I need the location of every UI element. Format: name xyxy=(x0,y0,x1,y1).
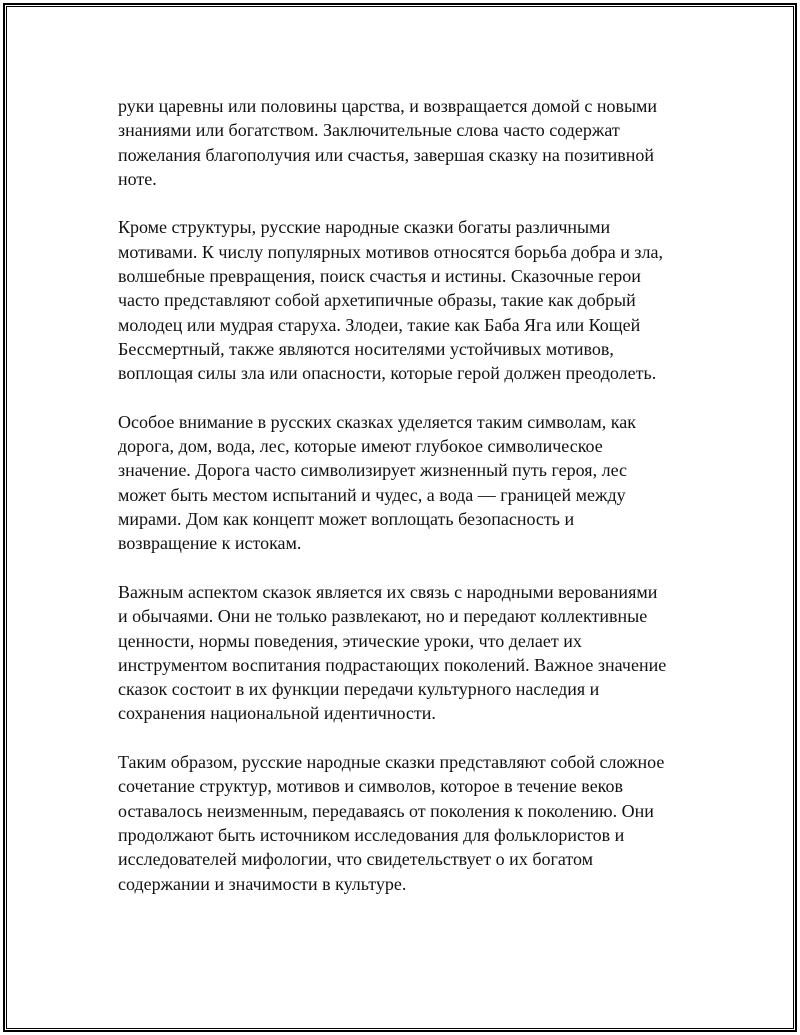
text-line: Особое внимание в русских сказках уделяется таким символам, как xyxy=(118,411,636,432)
text-line: инструментом воспитания подрастающих поколений. Важное значение xyxy=(118,654,667,675)
document-body xyxy=(118,94,683,920)
paragraph xyxy=(118,750,683,896)
text-line: сказок состоит в их функции передачи культурного наследия и xyxy=(118,679,600,700)
text-line: мирами. Дом как концепт может воплощать безопасность и xyxy=(118,509,575,530)
text-line: мотивами. К числу популярных мотивов относятся борьба добра и зла, xyxy=(118,241,663,262)
text-line: может быть местом испытаний и чудес, а вода — границей между xyxy=(118,484,626,505)
text-line: знаниями или богатством. Заключительные слова часто содержат xyxy=(118,120,620,141)
paragraph xyxy=(118,94,683,191)
paragraph xyxy=(118,580,683,726)
text-line: исследователей мифологии, что свидетельствует о их богатом xyxy=(118,849,594,870)
text-line: Важным аспектом сказок является их связь с народными верованиями xyxy=(118,581,658,602)
text-line: ноте. xyxy=(118,168,157,189)
text-line: и обычаями. Они не только развлекают, но и передают коллективные xyxy=(118,606,648,627)
text-line: содержании и значимости в культуре. xyxy=(118,873,407,894)
text-line: Бессмертный, также являются носителями устойчивых мотивов, xyxy=(118,338,614,359)
text-line: возвращение к истокам. xyxy=(118,533,302,554)
text-line: Таким образом, русские народные сказки представляют собой сложное xyxy=(118,752,665,773)
text-line: сочетание структур, мотивов и символов, которое в течение веков xyxy=(118,776,624,797)
text-line: дорога, дом, вода, лес, которые имеют глубокое символическое xyxy=(118,436,603,457)
text-line: пожелания благополучия или счастья, завершая сказку на позитивной xyxy=(118,144,655,165)
text-line: продолжают быть источником исследования для фольклористов и xyxy=(118,824,625,845)
paragraph xyxy=(118,215,683,385)
text-line: Кроме структуры, русские народные сказки богаты различными xyxy=(118,217,611,238)
text-line: волшебные превращения, поиск счастья и истины. Сказочные герои xyxy=(118,266,641,287)
text-line: часто представляют собой архетипичные образы, такие как добрый xyxy=(118,290,636,311)
paragraph xyxy=(118,410,683,556)
text-line: руки царевны или половины царства, и возвращается домой с новыми xyxy=(118,96,658,116)
text-line: воплощая силы зла или опасности, которые герой должен преодолеть. xyxy=(118,363,657,384)
text-line: оставалось неизменным, передаваясь от поколения к поколению. Они xyxy=(118,800,654,821)
text-line: молодец или мудрая старуха. Злодеи, такие как Баба Яга или Кощей xyxy=(118,314,641,335)
text-line: ценности, нормы поведения, этические уроки, что делает их xyxy=(118,630,582,651)
text-line: сохранения национальной идентичности. xyxy=(118,703,436,724)
text-line: значение. Дорога часто символизирует жизненный путь героя, лес xyxy=(118,460,627,481)
